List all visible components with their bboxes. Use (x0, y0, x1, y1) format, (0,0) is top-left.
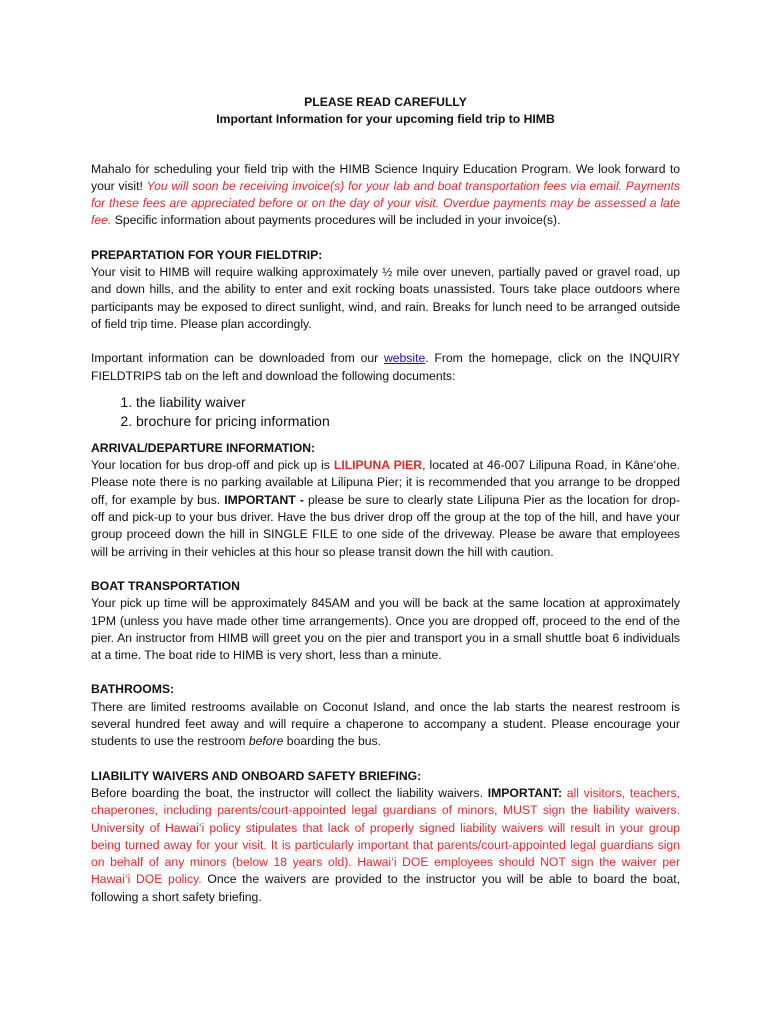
bathrooms-heading: BATHROOMS: (91, 682, 175, 697)
list-item: 1. the liability waiver (136, 393, 680, 413)
waivers-paragraph (91, 785, 680, 906)
doc-subtitle: Important Information for your upcoming field trip to HIMB (216, 112, 555, 127)
downloads-text-end: . From the homepage, click on the INQUIRY FIELDTRIPS tab on the left and download the following documents: (91, 351, 680, 383)
preparation-heading: PREPARTATION FOR YOUR FIELDTRIP: (91, 247, 323, 262)
waiver-requirements: all visitors, teachers, chaperones, including parents/court-appointed legal guardians of minors, MUST sign the liability waivers. University of Hawai‘i policy stipulates that lack of properly signed liability waivers will result in your group being turned away for your visit. It is particularly important that parents/court-appointed legal guardians sign on behalf of any minors (below 18 years old). Hawai‘i DOE employees should NOT sign the waiver per Hawai‘i DOE policy. (91, 785, 680, 887)
intro-text: Mahalo for scheduling your field trip with the HIMB Science Inquiry Education Program. We look forward to your visit! (91, 161, 680, 193)
important-label: IMPORTANT - (224, 492, 304, 507)
documents-list (91, 393, 680, 432)
before-emphasis: before (248, 734, 284, 749)
preparation-paragraph: Your visit to HIMB will require walking approximately ½ mile over uneven, partially paved or gravel road, up and down hills, and the ability to enter and exit rocking boats unassisted. Tours take place outdoors where participants may be exposed to direct sunlight, wind, and rain. Breaks for lunch need to be arranged outside of field trip time. Please plan accordingly. (91, 265, 680, 331)
doc-title: PLEASE READ CAREFULLY (304, 95, 467, 109)
waivers-heading: LIABILITY WAIVERS AND ONBOARD SAFETY BRIEFING: (91, 768, 422, 783)
boat-heading: BOAT TRANSPORTATION (91, 578, 240, 593)
arrival-heading: ARRIVAL/DEPARTURE INFORMATION: (91, 440, 316, 455)
arrival-paragraph (91, 457, 680, 561)
downloads-paragraph (91, 350, 680, 385)
important-label: IMPORTANT: (487, 785, 563, 800)
bathrooms-paragraph (91, 699, 680, 751)
intro-paragraph (91, 161, 680, 230)
bathrooms-text-end: boarding the bus. (283, 734, 381, 749)
arrival-text-end: please be sure to clearly state Lilipuna Pier as the location for drop-off and pick-up to your bus driver. Have the bus driver drop off the group at the top of the hill, and have your group proceed down the hill in SINGLE FILE to one side of the driveway. Please be aware that employees will be arriving in their vehicles at this hour so please transit down the hill with caution. (91, 492, 681, 559)
document-page (91, 94, 680, 906)
waivers-text: Before boarding the boat, the instructor will collect the liability waivers. (91, 785, 488, 800)
downloads-text: Important information can be downloaded from our (91, 351, 384, 366)
intro-text-end: Specific information about payments procedures will be included in your invoice(s). (111, 213, 561, 228)
website-link[interactable]: website (383, 351, 426, 366)
arrival-text-mid: , located at 46-007 Lilipuna Road, in Kāne‘ohe. Please note there is no parking available at Lilipuna Pier; it is recommended that you arrange to be dropped off, for example by bus. (91, 458, 680, 507)
bathrooms-text: There are limited restrooms available on Coconut Island, and once the lab starts the nearest restroom is several hundred feet away and will require a chaperone to accompany a student. Please encourage your students to use the restroom (91, 699, 680, 749)
pier-location: LILIPUNA PIER (333, 458, 423, 473)
boat-paragraph: Your pick up time will be approximately 845AM and you will be back at the same location at approximately 1PM (unless you have made other time arrangements). Once you are dropped off, proceed to the end of the pier. An instructor from HIMB will greet you on the pier and transport you in a small shuttle boat 6 individuals at a time. The boat ride to HIMB is very short, less than a minute. (91, 596, 680, 663)
list-item: 2. brochure for pricing information (136, 412, 680, 432)
payment-notice: You will soon be receiving invoice(s) for your lab and boat transportation fees via email. Payments for these fees are appreciated before or on the day of your visit. Overdue payments may be assessed a late fee. (91, 178, 680, 228)
arrival-text: Your location for bus drop-off and pick up is (91, 458, 334, 473)
waivers-text-end: Once the waivers are provided to the instructor you will be able to board the boat, following a short safety briefing. (91, 872, 680, 904)
